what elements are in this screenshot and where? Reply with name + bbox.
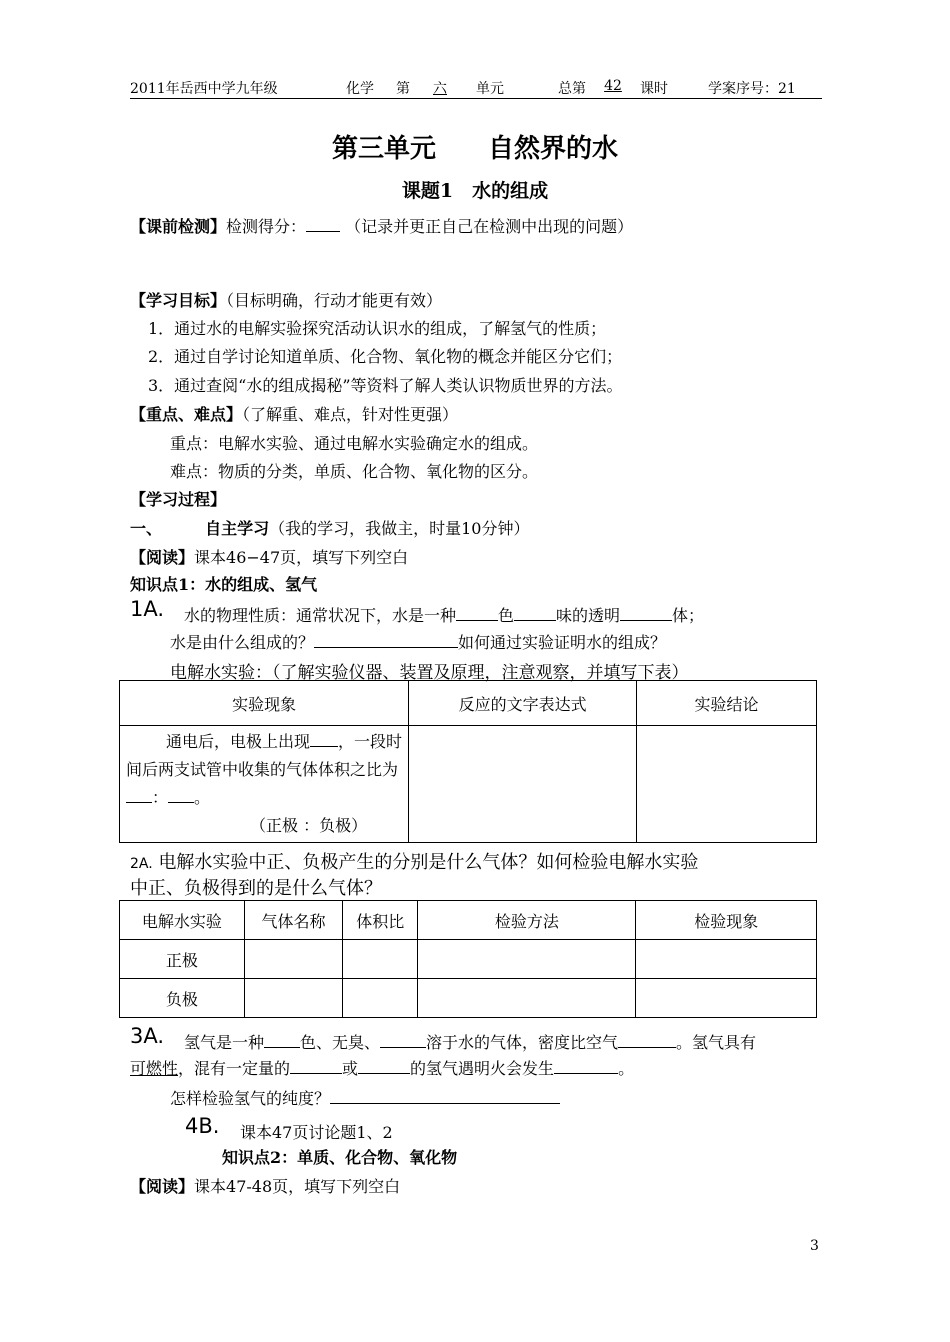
table-cell[interactable]: [343, 979, 418, 1018]
key-heading: [130, 402, 458, 425]
explosion-blank[interactable]: [554, 1059, 618, 1074]
read-1-text: 课本46−47页，填写下列空白: [194, 548, 409, 567]
process-label: 【学习过程】: [130, 490, 227, 509]
header-case-no: 学案序号：21: [708, 81, 796, 97]
cell-text: ：: [152, 788, 169, 807]
table-cell[interactable]: [343, 940, 418, 979]
q3-text: 色、无臭、: [300, 1033, 381, 1052]
q3-text: 。氢气具有: [676, 1033, 757, 1052]
gas-test-table: [119, 900, 817, 1018]
goals-label: 【学习目标】: [130, 291, 227, 310]
h2-solubility-blank[interactable]: [380, 1033, 426, 1048]
table-header-cell: 实验结论: [636, 681, 816, 726]
read-1-label: 【阅读】: [130, 548, 195, 567]
key-note: （了解重、难点，针对性更强）: [242, 405, 459, 424]
q2-number: 2A.: [130, 856, 153, 872]
table-cell[interactable]: [244, 940, 343, 979]
header-subject: 化学: [346, 81, 374, 97]
pretest-note: （记录并更正自己在检测中出现的问题）: [345, 217, 634, 236]
page-subtitle: 课题1 水的组成: [401, 180, 549, 202]
electrode-blank[interactable]: [310, 732, 338, 747]
goals-note: （目标明确，行动才能更有效）: [226, 291, 443, 310]
header-total-prefix: 总第: [558, 81, 586, 97]
composition-blank[interactable]: [314, 633, 458, 648]
ratio-blank-1[interactable]: [126, 788, 152, 803]
page-title: 第三单元 自然界的水: [331, 134, 618, 164]
q1-text: 如何通过实验证明水的组成？: [458, 633, 667, 652]
q3-text: 溶于水的气体，密度比空气: [426, 1033, 619, 1052]
q3-line-2: [130, 1056, 634, 1079]
table-cell[interactable]: [636, 979, 817, 1018]
cell-text: ，一段时间后两支试管中收集的气体体积之比为: [126, 732, 403, 779]
q1-line-1: [184, 603, 704, 626]
header-unit-prefix: 第: [396, 81, 410, 97]
difficult-point: 难点：物质的分类，单质、化合物、氧化物的区分。: [170, 462, 539, 481]
table-header-cell: 实验现象: [120, 681, 409, 726]
table-header-cell: 体积比: [343, 901, 418, 940]
q4-text: 课本47页讨论题1、2: [240, 1123, 393, 1142]
key-label: 【重点、难点】: [130, 405, 243, 424]
read-2: [130, 1174, 400, 1197]
section-1-note: （我的学习，我做主，时量10分钟）: [269, 519, 530, 538]
table-cell[interactable]: [244, 979, 343, 1018]
expression-cell[interactable]: [409, 726, 637, 843]
table-header-cell: 反应的文字表达式: [409, 681, 637, 726]
q1-text: 味的透明: [556, 606, 621, 625]
key-point: 重点：电解水实验、通过电解水实验确定水的组成。: [170, 434, 539, 453]
smell-blank[interactable]: [514, 606, 556, 621]
pretest-text: 检测得分：: [226, 217, 307, 236]
h2-density-blank[interactable]: [618, 1033, 676, 1048]
q1-text: 体；: [672, 606, 705, 625]
ratio-blank-2[interactable]: [168, 788, 194, 803]
table-header-cell: 气体名称: [244, 901, 343, 940]
pretest-label: 【课前检测】: [130, 217, 227, 236]
mix-blank-2[interactable]: [358, 1059, 410, 1074]
q2-line-2: 中正、负极得到的是什么气体？: [130, 878, 382, 899]
header-school: 2011年岳西中学九年级: [130, 81, 278, 97]
q3-text: 或: [342, 1059, 359, 1078]
header-unit-suffix: 单元: [476, 81, 504, 97]
color-blank[interactable]: [456, 606, 498, 621]
q3-line-1: [184, 1030, 756, 1053]
table-cell[interactable]: [636, 940, 817, 979]
electrolysis-table: [119, 680, 817, 843]
pretest-line: [130, 214, 633, 237]
score-blank[interactable]: [306, 217, 340, 232]
q3-flammable: 可燃性: [130, 1059, 179, 1078]
q3-purity: [170, 1086, 560, 1109]
q1-text: 色: [498, 606, 515, 625]
q3-text: 氢气是一种: [184, 1033, 265, 1052]
page-number: 3: [810, 1238, 819, 1254]
q1-text: 水是由什么组成的？: [170, 633, 315, 652]
mix-blank-1[interactable]: [290, 1059, 342, 1074]
q1-line-2: [170, 630, 666, 653]
conclusion-cell[interactable]: [636, 726, 816, 843]
cell-text: 通电后，电极上出现: [166, 732, 311, 751]
cell-note: （正极 ：负极）: [250, 816, 368, 835]
table-header-cell: 电解水实验: [120, 901, 245, 940]
goal-item: 1．通过水的电解实验探究活动认识水的组成，了解氢气的性质；: [148, 319, 607, 338]
table-header-cell: 检验方法: [418, 901, 636, 940]
section-1-title: 自主学习: [205, 519, 270, 538]
q3-text: ，混有一定量的: [178, 1059, 291, 1078]
q1-number: 1A.: [130, 597, 165, 621]
section-1-num: 一、: [130, 519, 163, 538]
read-2-label: 【阅读】: [130, 1177, 195, 1196]
row-label-positive: 正极: [120, 940, 245, 979]
q4-number: 4B.: [185, 1114, 220, 1138]
section-1: [130, 516, 530, 539]
knowledge-point-2: 知识点2：单质、化合物、氧化物: [222, 1148, 458, 1167]
q2-line-1: [130, 848, 698, 874]
observation-cell[interactable]: [120, 726, 409, 843]
goal-item: 2．通过自学讨论知道单质、化合物、氧化物的概念并能区分它们；: [148, 347, 623, 366]
row-label-negative: 负极: [120, 979, 245, 1018]
read-1: [130, 545, 408, 568]
table-header-cell: 检验现象: [636, 901, 817, 940]
knowledge-point-1: 知识点1：水的组成、氢气: [130, 575, 318, 594]
page-header: [130, 78, 822, 99]
goals-heading: [130, 288, 442, 311]
header-total-value: 42: [604, 78, 622, 94]
state-blank[interactable]: [620, 606, 672, 621]
q1-line-3: 电解水实验：（了解实验仪器、装置及原理，注意观察，并填写下表）: [170, 663, 689, 683]
cell-text: 。: [194, 788, 211, 807]
purity-blank[interactable]: [330, 1089, 560, 1104]
read-2-text: 课本47-48页，填写下列空白: [194, 1177, 401, 1196]
q3-text: 的氢气遇明火会发生: [410, 1059, 555, 1078]
header-unit-value: 六: [433, 81, 447, 97]
q3-text: 。: [618, 1059, 635, 1078]
q3-number: 3A.: [130, 1024, 165, 1048]
q1-text: 水的物理性质：通常状况下，水是一种: [184, 606, 457, 625]
h2-color-blank[interactable]: [264, 1033, 300, 1048]
table-cell[interactable]: [418, 940, 636, 979]
table-cell[interactable]: [418, 979, 636, 1018]
q3-purity-text: 怎样检验氢气的纯度？: [170, 1089, 331, 1108]
goal-item: 3．通过查阅“水的组成揭秘”等资料了解人类认识物质世界的方法。: [148, 376, 623, 395]
header-total-suffix: 课时: [640, 81, 668, 97]
q2-text: 电解水实验中正、负极产生的分别是什么气体？如何检验电解水实验: [158, 852, 699, 873]
